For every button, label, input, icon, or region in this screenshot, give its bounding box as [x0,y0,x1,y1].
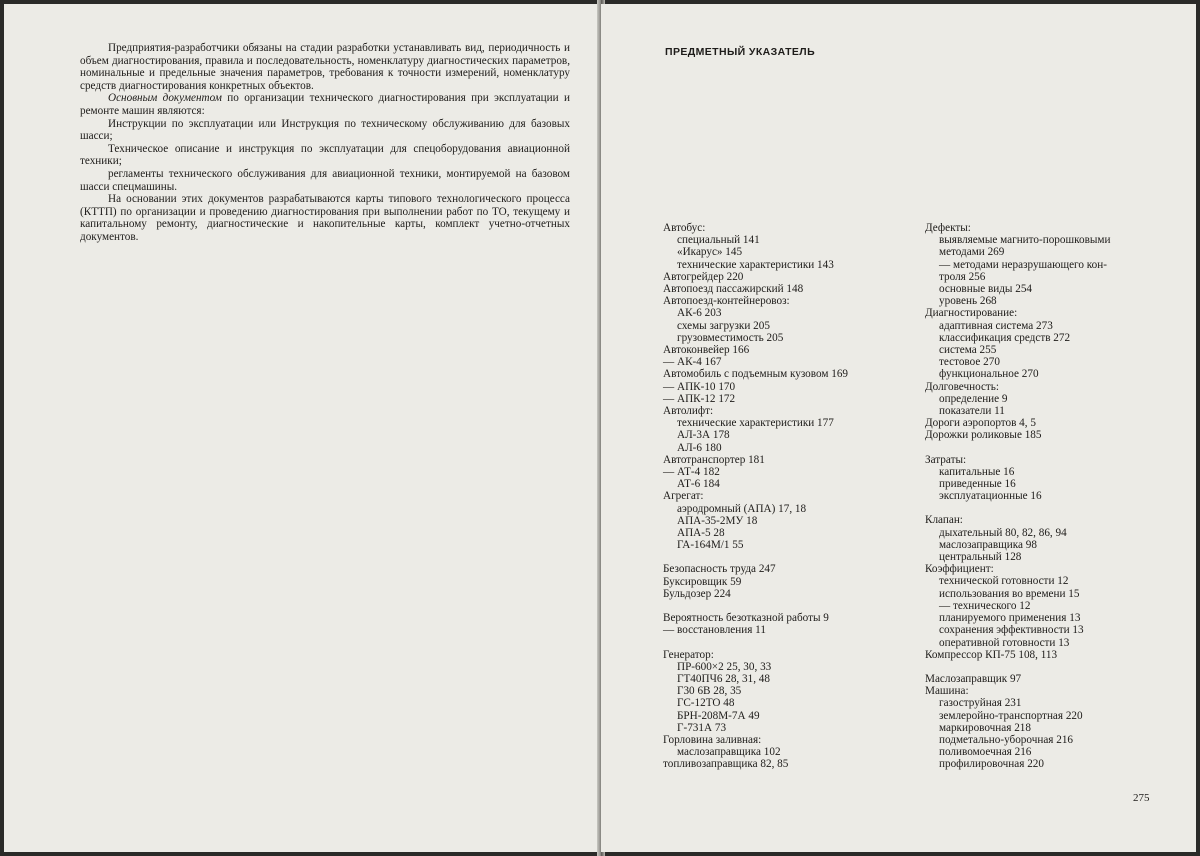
index-subentry: технические характеристики 143 [677,258,834,271]
index-entry: Агрегат: [663,490,704,503]
left-page [4,4,600,852]
index-entry: Буксировщик 59 [663,575,742,588]
index-subentry: показатели 11 [939,405,1005,418]
index-entry: Автотранспортер 181 [663,453,765,466]
paragraph: Инструкции по эксплуатации или Инструкция по техническому обслуживанию для базовых шасси; [80,117,570,143]
index-entry: — АТ-4 182 [663,466,720,479]
index-subentry: классификация средств 272 [939,331,1071,344]
index-entry: Автомобиль с подъемным кузовом 169 [663,368,849,381]
index-subentry: приведенные 16 [939,478,1016,491]
index-entry: Маслозаправщик 97 [925,672,1022,685]
index-subentry: БРН-208М-7А 49 [677,709,760,722]
index-subentry: капитальные 16 [939,465,1015,478]
index-subentry: адаптивная система 273 [939,319,1053,332]
index-subentry: «Икарус» 145 [677,246,743,259]
index-subentry: ГС-12ТО 48 [677,697,735,710]
index-subentry: технической готовности 12 [939,575,1069,588]
index-subentry: планируемого применения 13 [939,612,1081,625]
index-subentry: тестовое 270 [939,356,1000,369]
index-subentry: АПА-35-2МУ 18 [677,514,758,527]
index-entry: Долговечность: [925,380,1000,393]
index-subentry: схемы загрузки 205 [677,319,770,332]
index-subentry: специальный 141 [677,234,760,247]
paragraph: регламенты технического обслуживания для авиационной техники, монтируемой на базовом шасси спецмашины. [80,167,570,193]
index-entry: Клапан: [925,514,963,527]
index-entry: Компрессор КП-75 108, 113 [925,648,1058,661]
index-entry: — АПК-12 172 [663,392,736,405]
index-subentry: Г-731А 73 [677,721,727,734]
index-subentry: оперативной готовности 13 [939,636,1070,649]
index-subentry: дыхательный 80, 82, 86, 94 [939,526,1067,539]
index-entry: Коэффициент: [925,563,994,576]
index-subentry: поливомоечная 216 [939,746,1032,759]
index-entry: — АПК-10 170 [663,380,736,393]
index-entry: Затраты: [925,453,967,466]
index-entry: топливозаправщика 82, 85 [663,758,789,771]
index-subentry: АЛ-6 180 [677,441,722,454]
paragraph: Предприятия-разработчики обязаны на стадии разработки устанавливать вид, периодичность и объем диагностирования, правила и последовательность, номенклатуру диагностических параметров, номинальные и предельные значения параметров, требования к точности измерений, номенклатуру средств диагностирования конкретных объектов. [80,42,570,92]
index-subentry: маслозаправщика 98 [939,538,1037,551]
index-subentry: функциональное 270 [939,368,1039,381]
index-entry: Машина: [925,685,969,698]
index-subentry: подметально-уборочная 216 [939,733,1074,746]
index-subentry: грузовместимость 205 [677,331,784,344]
index-subentry: определение 9 [939,392,1008,405]
left-page-text [80,42,570,244]
index-subentry: эксплуатационные 16 [939,490,1042,503]
index-subentry: АТ-6 184 [677,478,720,491]
index-entry: Автобус: [663,222,706,234]
paragraph [80,92,570,117]
index-subentry: АЛ-3А 178 [677,429,730,442]
index-subentry: маслозаправщика 102 [677,746,781,759]
index-subentry: АК-6 203 [677,307,722,320]
index-subentry: технические характеристики 177 [677,417,834,430]
index-subentry: Г30 6В 28, 35 [677,685,742,698]
index-subentry: использования во времени 15 [939,587,1080,600]
index-subentry: профилировочная 220 [939,758,1044,771]
paragraph: На основании этих документов разрабатываются карты типового технологического процесса (КТТП) по организации и проведению диагностирования при выполнении работ по ТО, текущему и капитальному ремонту, диагностические и накопительные карты, комплект учетно-отчетных документов. [80,193,570,243]
paragraph: Техническое описание и инструкция по эксплуатации для спецоборудования авиационной техники; [80,142,570,168]
index-entry: Безопасность труда 247 [663,563,776,576]
index-entry: Автопоезд-контейнеровоз: [663,295,790,308]
index-subentry: газоструйная 231 [939,697,1022,710]
index-entry: Автолифт: [663,405,714,418]
index-column-2 [925,222,1157,771]
right-page [601,4,1196,852]
italic-term: Основным документом [108,92,222,105]
paragraph-text: по организации технического диагностирования при эксплуатации и ремонте машин являются: [80,92,570,117]
index-entry: Автоконвейер 166 [663,344,750,357]
index-subentry: основные виды 254 [939,283,1033,296]
index-entry: Дороги аэропортов 4, 5 [925,417,1036,430]
index-entry: Бульдозер 224 [663,587,731,600]
index-subentry: методами 269 [939,246,1005,259]
index-entry: Генератор: [663,648,714,661]
index-column-1 [663,222,913,771]
index-subentry: землеройно-транспортная 220 [939,709,1083,722]
index-subentry: АПА-5 28 [677,527,725,540]
index-subentry: уровень 268 [939,295,997,308]
index-subentry: — технического 12 [939,599,1031,612]
index-entry: Дорожки роликовые 185 [925,429,1042,442]
index-subentry: маркировочная 218 [939,721,1031,734]
index-entry: Диагностирование: [925,307,1018,320]
index-subentry: троля 256 [939,270,986,283]
index-subentry: выявляемые магнито-порошковыми [939,234,1111,247]
index-entry: Автогрейдер 220 [663,270,744,283]
index-subentry: — методами неразрушающего кон- [939,258,1107,271]
index-subentry: сохранения эффективности 13 [939,624,1084,637]
index-entry: Горловина заливная: [663,733,762,746]
index-subentry: ПР-600×2 25, 30, 33 [677,660,772,673]
index-entry: — восстановления 11 [663,624,766,637]
index-subentry: ГА-164М/1 55 [677,539,744,552]
index-subentry: ГТ40ПЧ6 28, 31, 48 [677,672,770,685]
index-heading: ПРЕДМЕТНЫЙ УКАЗАТЕЛЬ [665,46,816,58]
index-entry: Вероятность безотказной работы 9 [663,612,829,625]
index-subentry: аэродромный (АПА) 17, 18 [677,502,807,515]
index-subentry: центральный 128 [939,551,1022,564]
index-subentry: система 255 [939,344,997,357]
index-entry: Автопоезд пассажирский 148 [663,283,804,296]
page-number: 275 [1133,792,1150,804]
index-entry: Дефекты: [925,222,971,234]
index-entry: — АК-4 167 [663,356,722,369]
